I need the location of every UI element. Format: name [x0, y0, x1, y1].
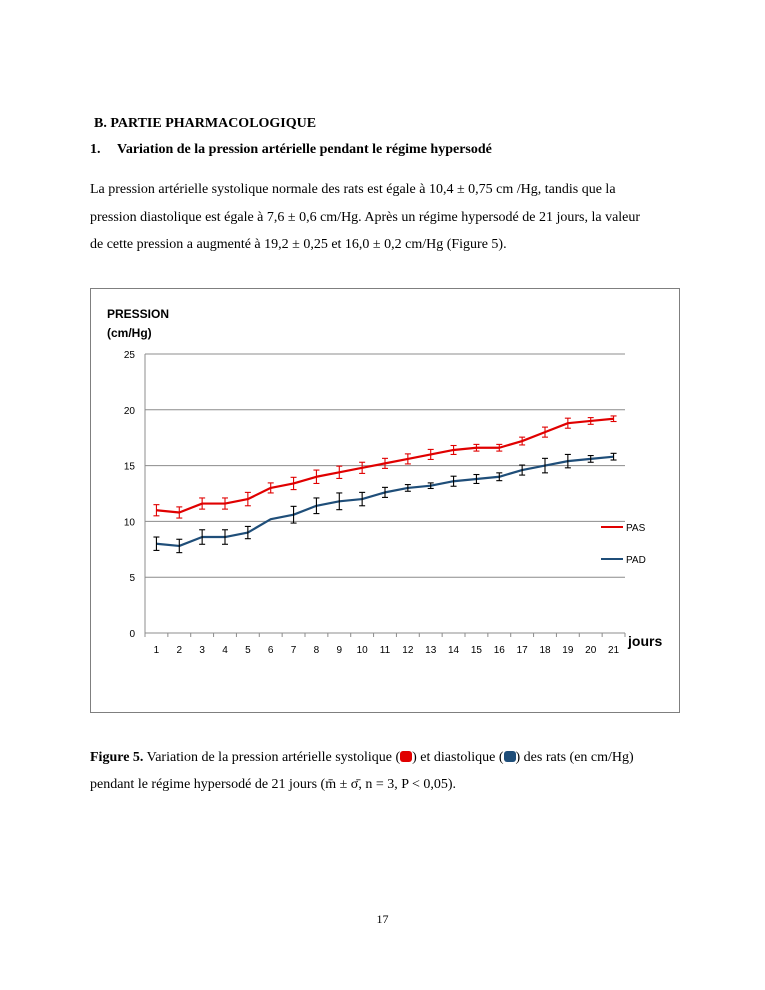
- x-tick-label: 17: [516, 645, 528, 656]
- x-tick-label: 2: [176, 645, 183, 656]
- caption-text-3: ) des rats (en cm/Hg): [515, 750, 634, 765]
- caption-line-2: pendant le régime hypersodé de 21 jours (m̄ ± σ̄, n = 3, P < 0,05).: [90, 776, 457, 792]
- legend-label: PAS: [626, 523, 646, 534]
- x-tick-label: 19: [562, 645, 574, 656]
- x-tick-label: 8: [313, 645, 320, 656]
- figure-5-chart: [90, 288, 680, 713]
- x-tick-label: 14: [448, 645, 460, 656]
- y-axis-label: PRESSION: [107, 307, 170, 321]
- x-tick-label: 12: [402, 645, 414, 656]
- x-axis-label: jours: [628, 633, 663, 649]
- caption-line-1: [90, 745, 675, 772]
- x-tick-label: 7: [290, 645, 297, 656]
- y-tick-label: 5: [129, 573, 135, 585]
- y-axis-label: (cm/Hg): [107, 326, 152, 340]
- x-tick-label: 10: [356, 645, 368, 656]
- x-tick-label: 16: [493, 645, 505, 656]
- subsection-title: Variation de la pression artérielle pendant le régime hypersodé: [117, 142, 492, 157]
- x-tick-label: 1: [153, 645, 160, 656]
- y-tick-label: 20: [123, 405, 135, 417]
- x-tick-label: 5: [245, 645, 251, 656]
- red-swatch-icon: [400, 751, 412, 762]
- page-number: 17: [376, 912, 389, 926]
- paragraph-line: La pression artérielle systolique normale des rats est égale à 10,4 ± 0,75 cm /Hg, tandis que la: [90, 182, 616, 197]
- caption-text-1: Variation de la pression artérielle systolique (: [143, 750, 401, 765]
- x-tick-label: 4: [222, 645, 228, 656]
- x-tick-label: 21: [608, 645, 620, 656]
- section-title: B. PARTIE PHARMACOLOGIQUE: [94, 116, 317, 131]
- y-tick-label: 15: [123, 461, 135, 473]
- blue-swatch-icon: [504, 751, 516, 762]
- x-tick-label: 9: [336, 645, 343, 656]
- paragraph-line: de cette pression a augmenté à 19,2 ± 0,25 et 16,0 ± 0,2 cm/Hg (Figure 5).: [90, 237, 507, 252]
- caption-label: Figure 5.: [90, 750, 144, 765]
- subsection-heading: [90, 142, 492, 158]
- y-tick-label: 0: [129, 629, 135, 640]
- figure-caption: [90, 745, 675, 798]
- line-chart: [91, 289, 681, 714]
- x-tick-label: 11: [379, 645, 391, 656]
- legend-label: PAD: [626, 555, 646, 566]
- body-paragraph: [90, 176, 675, 259]
- x-tick-label: 6: [267, 645, 274, 656]
- subsection-number: 1.: [90, 142, 101, 157]
- x-tick-label: 20: [585, 645, 597, 656]
- x-tick-label: 18: [539, 645, 551, 656]
- y-tick-label: 10: [123, 517, 135, 529]
- x-tick-label: 13: [425, 645, 437, 656]
- caption-text-2: ) et diastolique (: [412, 750, 504, 765]
- x-tick-label: 15: [470, 645, 482, 656]
- y-tick-label: 25: [123, 350, 135, 361]
- x-tick-label: 3: [199, 645, 205, 656]
- paragraph-line: pression diastolique est égale à 7,6 ± 0,6 cm/Hg. Après un régime hypersodé de 21 jours, la valeur: [90, 209, 641, 225]
